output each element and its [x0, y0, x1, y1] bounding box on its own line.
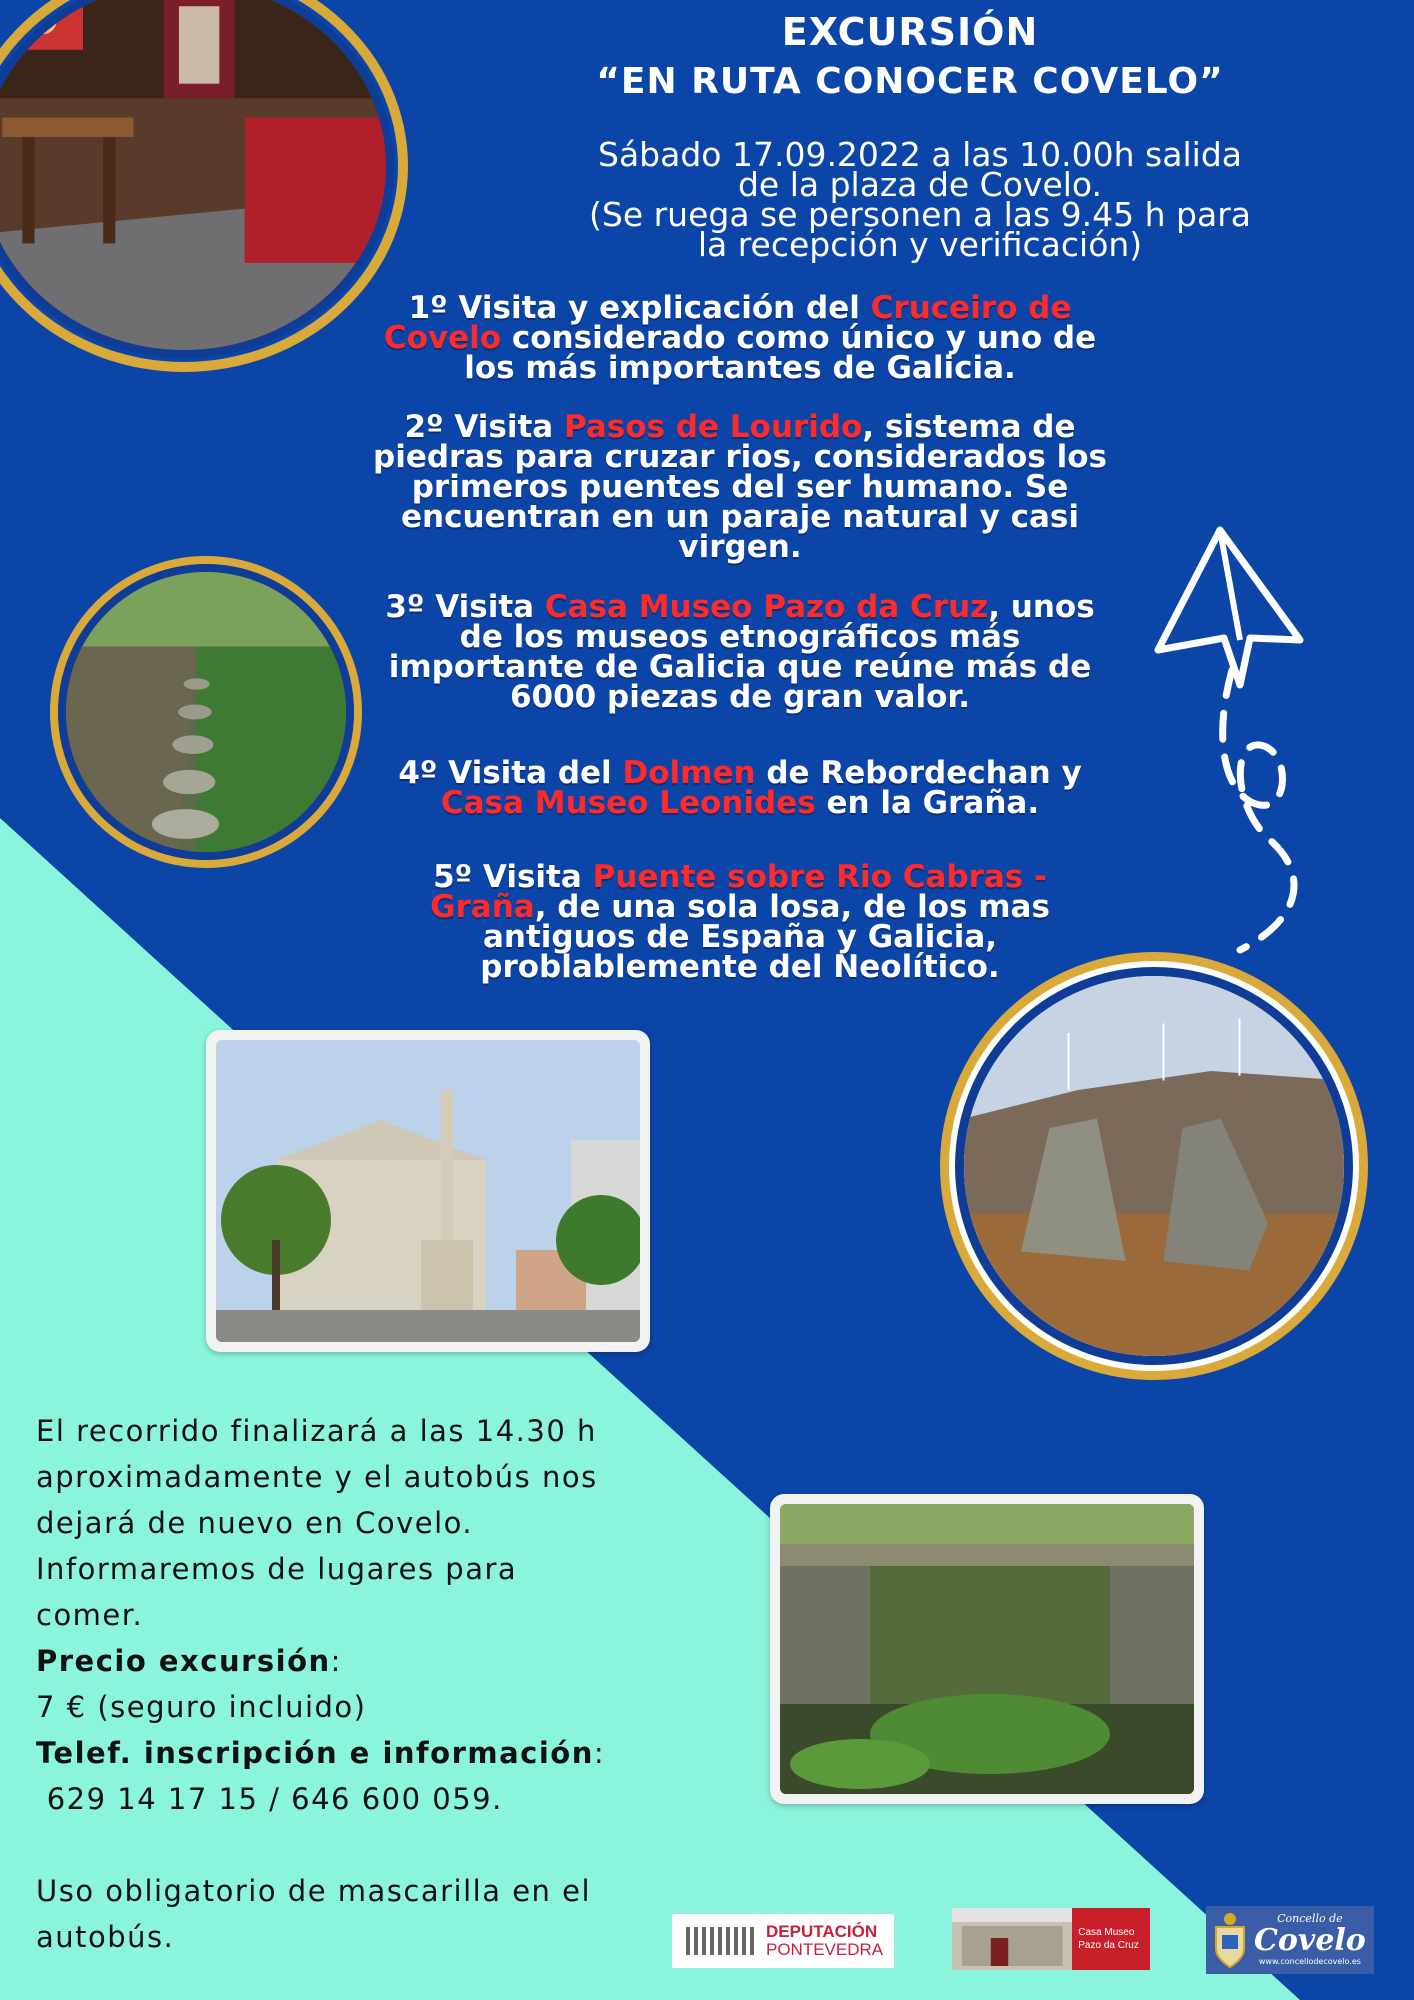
- concello-covelo-logo: [1206, 1906, 1374, 1974]
- info-block: [36, 1408, 736, 1960]
- info-line-2: aproximadamente y el autobús nos: [36, 1460, 598, 1494]
- visit-3: 3º Visita Casa Museo Pazo da Cruz, unos de los museos etnográficos más importante de Galicia que reúne más de 6000 piezas de gran valor.: [385, 589, 1095, 715]
- deputacion-line-1: DEPUTACIÓN: [766, 1922, 878, 1941]
- info-line-4: Informaremos de lugares para: [36, 1552, 518, 1586]
- visit-4-highlight-2: Casa Museo Leonides: [440, 785, 816, 821]
- deputacion-pontevedra-logo: [672, 1914, 894, 1968]
- title-line-1: EXCURSIÓN: [781, 10, 1039, 54]
- covelo-url: www.concellodecovelo.es: [1258, 1957, 1361, 1966]
- visit-2: 2º Visita Pasos de Lourido, sistema de piedras para cruzar rios, considerados los primeros puentes del ser humano. Se encuentran en un paraje natural y casi virgen.: [373, 409, 1107, 565]
- deputacion-line-2: PONTEVEDRA: [766, 1940, 884, 1959]
- title-line-2: “EN RUTA CONOCER COVELO”: [596, 61, 1224, 102]
- price-value: 7 € (seguro incluido): [36, 1690, 367, 1724]
- museo-line-2: Pazo da Cruz: [1078, 1940, 1139, 1951]
- coat-of-arms-icon: [1212, 1911, 1248, 1969]
- paper-plane-icon: [1140, 520, 1320, 960]
- price-label: Precio excursión: [36, 1644, 331, 1678]
- visit-5: 5º Visita Puente sobre Rio Cabras - Graña, de una sola losa, de los mas antiguos de España y Galicia, problablemente del Neolítico.: [430, 859, 1050, 985]
- stepping-stones-photo-circle: [50, 556, 362, 868]
- date-line-4: la recepción y verificación): [697, 225, 1143, 264]
- phone-label-row: Telef. inscripción e información:: [36, 1736, 606, 1770]
- info-line-3: dejará de nuevo en Covelo.: [36, 1506, 474, 1540]
- visit-1: 1º Visita y explicación del Cruceiro de Covelo considerado como único y uno de los más importantes de Galicia.: [383, 290, 1097, 386]
- date-line-2: de la plaza de Covelo.: [737, 165, 1103, 204]
- casa-museo-logo: [952, 1908, 1150, 1970]
- date-line-1: Sábado 17.09.2022 a las 10.00h salida: [598, 135, 1242, 174]
- visit-4: 4º Visita del Dolmen de Rebordechan y Casa Museo Leonides en la Graña.: [398, 755, 1082, 821]
- stone-bridge-photo: [770, 1494, 1204, 1804]
- museo-line-1: Casa Museo: [1078, 1927, 1135, 1938]
- visit-3-highlight: Casa Museo Pazo da Cruz: [544, 589, 989, 625]
- info-line-5: comer.: [36, 1598, 144, 1632]
- visit-4-highlight: Dolmen: [622, 755, 756, 791]
- price-label-row: Precio excursión:: [36, 1644, 342, 1678]
- title-block: [520, 8, 1300, 108]
- phone-value: 629 14 17 15 / 646 600 059.: [36, 1782, 503, 1816]
- cruceiro-photo: [206, 1030, 650, 1352]
- mask-line-1: Uso obligatorio de mascarilla en el: [36, 1874, 592, 1908]
- visit-1-highlight: Cruceiro de Covelo: [383, 290, 1072, 356]
- visit-2-highlight: Pasos de Lourido: [564, 409, 863, 445]
- date-block: [520, 135, 1320, 264]
- covelo-name: Covelo: [1254, 1923, 1366, 1958]
- info-line-1: El recorrido finalizará a las 14.30 h: [36, 1414, 597, 1448]
- dolmen-photo-circle: [940, 952, 1368, 1380]
- date-line-3: (Se ruega se personen a las 9.45 h para: [589, 195, 1251, 234]
- phone-label: Telef. inscripción e información: [36, 1736, 594, 1770]
- mask-line-2: autobús.: [36, 1920, 175, 1954]
- visit-5-highlight: Puente sobre Rio Cabras - Graña: [430, 859, 1047, 925]
- covelo-small: Concello de: [1277, 1912, 1343, 1925]
